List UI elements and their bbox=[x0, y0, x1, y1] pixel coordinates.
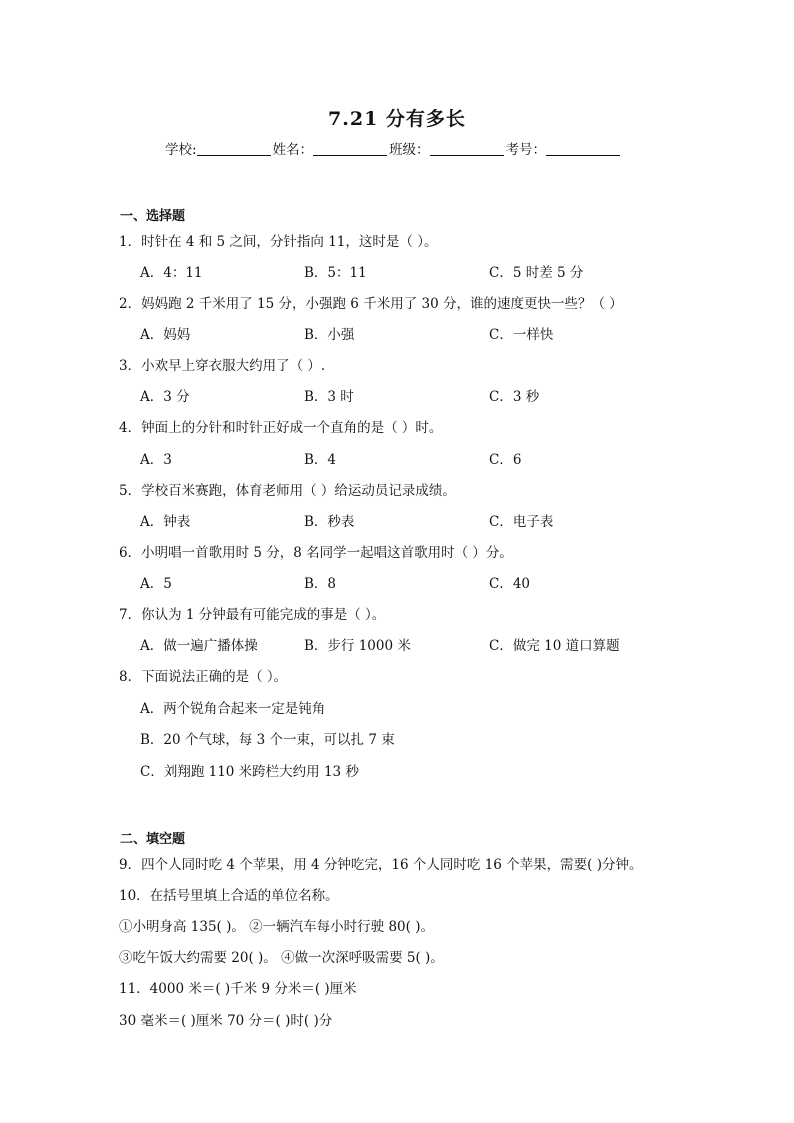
question-4-option-a: A．3 bbox=[140, 452, 172, 468]
name-blank[interactable] bbox=[313, 141, 387, 156]
question-2: 2．妈妈跑 2 千米用了 15 分，小强跑 6 千米用了 30 分，谁的速度更快一些？（ ） bbox=[119, 296, 623, 312]
question-1-option-a: A．4：11 bbox=[140, 265, 203, 281]
section-heading-choice: 一、选择题 bbox=[120, 209, 186, 224]
question-10: 10．在括号里填上合适的单位名称。 bbox=[119, 888, 339, 904]
question-1-option-b: B．5：11 bbox=[304, 265, 367, 281]
question-11-line-1: 11．4000 米＝( )千米 9 分米＝( )厘米 bbox=[119, 981, 357, 997]
question-3-option-c: C．3 秒 bbox=[489, 389, 540, 405]
question-1: 1．时针在 4 和 5 之间，分针指向 11，这时是（ ）。 bbox=[119, 234, 438, 250]
question-5-option-b: B．秒表 bbox=[304, 514, 355, 530]
number-label: 考号： bbox=[505, 142, 547, 158]
question-8-option-b: B．20 个气球，每 3 个一束，可以扎 7 束 bbox=[140, 732, 395, 748]
question-10-items-3-4: ③吃午饭大约需要 20( )。 ④做一次深呼吸需要 5( )。 bbox=[119, 950, 444, 966]
question-9: 9．四个人同时吃 4 个苹果，用 4 分钟吃完，16 个人同时吃 16 个苹果，需要( )分钟。 bbox=[119, 857, 643, 873]
page-title: 7.21 分有多长 bbox=[328, 108, 466, 130]
class-blank[interactable] bbox=[430, 141, 504, 156]
question-8: 8．下面说法正确的是（ ）。 bbox=[119, 669, 288, 685]
question-6: 6．小明唱一首歌用时 5 分，8 名同学一起唱这首歌用时（ ）分。 bbox=[119, 545, 513, 561]
question-8-option-c: C．刘翔跑 110 米跨栏大约用 13 秒 bbox=[140, 764, 359, 780]
question-4: 4．钟面上的分针和时针正好成一个直角的是（ ）时。 bbox=[119, 420, 443, 436]
question-3-option-a: A．3 分 bbox=[140, 389, 190, 405]
question-1-option-c: C．5 时差 5 分 bbox=[489, 265, 584, 281]
question-4-option-c: C．6 bbox=[489, 452, 522, 468]
question-6-option-b: B．8 bbox=[304, 576, 337, 592]
question-7-option-b: B．步行 1000 米 bbox=[304, 638, 411, 654]
question-7: 7．你认为 1 分钟最有可能完成的事是（ ）。 bbox=[119, 607, 386, 623]
question-7-option-a: A．做一遍广播体操 bbox=[140, 638, 258, 654]
question-11-line-2: 30 毫米＝( )厘米 70 分＝( )时( )分 bbox=[119, 1013, 333, 1029]
question-3-option-b: B．3 时 bbox=[304, 389, 354, 405]
question-2-option-b: B．小强 bbox=[304, 327, 355, 343]
school-label: 学校: bbox=[165, 142, 197, 158]
question-5: 5．学校百米赛跑，体育老师用（ ）给运动员记录成绩。 bbox=[119, 483, 456, 499]
question-4-option-b: B．4 bbox=[304, 452, 337, 468]
student-info-line bbox=[165, 138, 622, 158]
question-2-option-a: A．妈妈 bbox=[140, 327, 191, 343]
school-blank[interactable] bbox=[197, 141, 271, 156]
question-3: 3．小欢早上穿衣服大约用了（ ）. bbox=[119, 358, 326, 374]
question-7-option-c: C．做完 10 道口算题 bbox=[489, 638, 620, 654]
number-blank[interactable] bbox=[546, 141, 620, 156]
question-10-items-1-2: ①小明身高 135( )。 ②一辆汽车每小时行驶 80( )。 bbox=[119, 919, 434, 935]
question-5-option-c: C．电子表 bbox=[489, 514, 554, 530]
question-6-option-a: A．5 bbox=[140, 576, 172, 592]
question-6-option-c: C．40 bbox=[489, 576, 531, 592]
question-5-option-a: A．钟表 bbox=[140, 514, 191, 530]
question-2-option-c: C．一样快 bbox=[489, 327, 554, 343]
class-label: 班级： bbox=[389, 142, 430, 158]
section-heading-fill: 二、填空题 bbox=[120, 832, 186, 847]
name-label: 姓名： bbox=[272, 142, 314, 158]
question-8-option-a: A．两个锐角合起来一定是钝角 bbox=[140, 701, 326, 717]
